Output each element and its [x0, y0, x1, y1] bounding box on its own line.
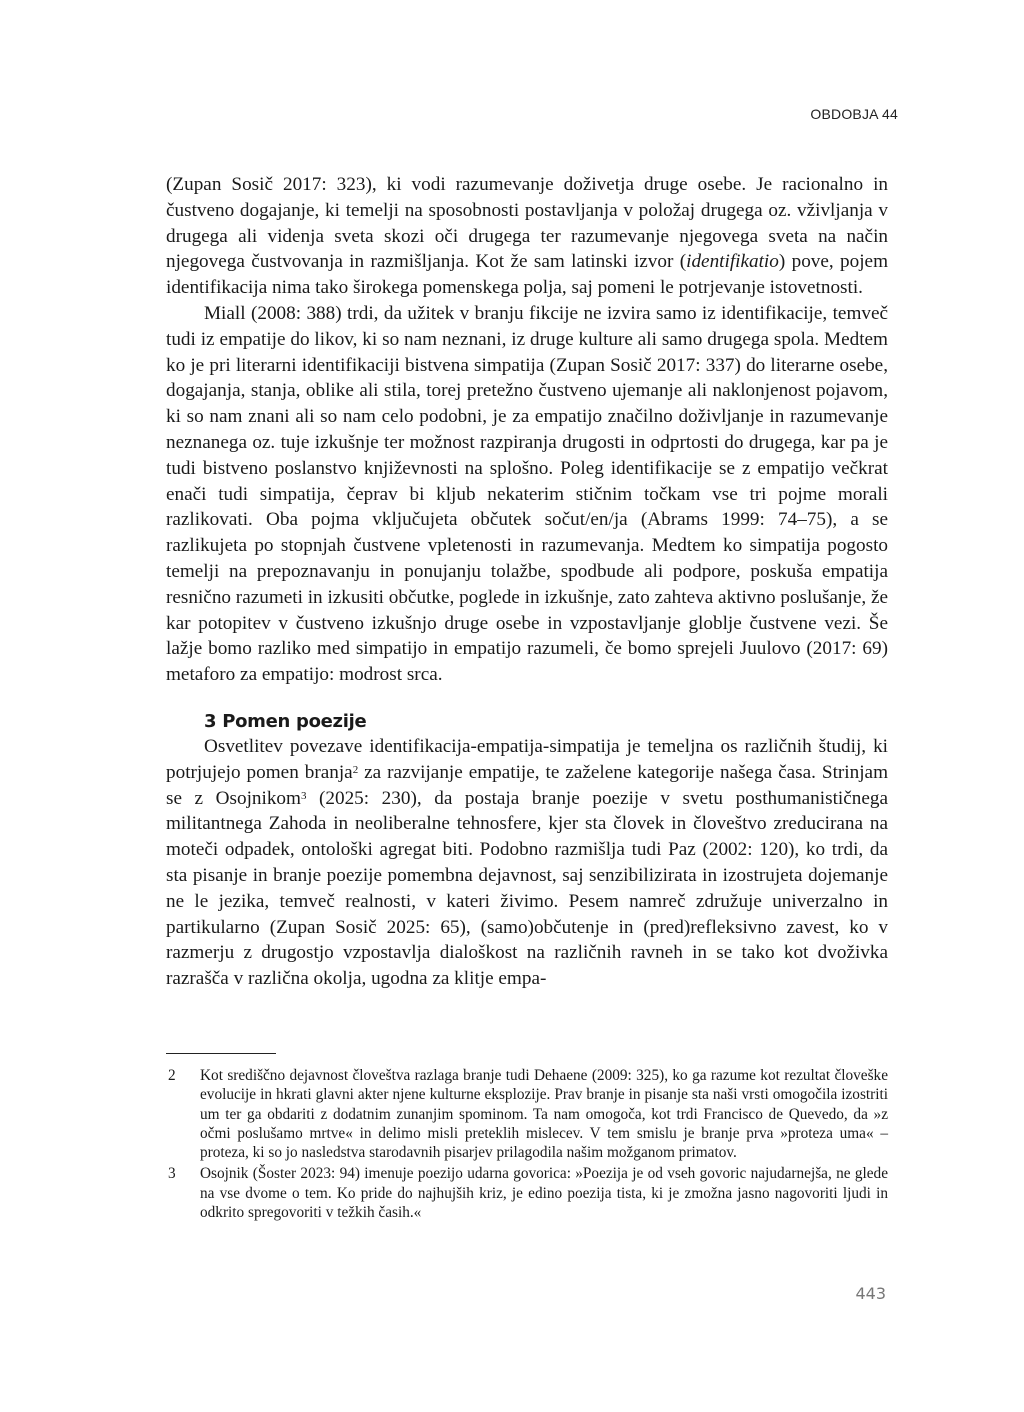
paragraph-miall: Miall (2008: 388) trdi, da užitek v branju fikcije ne izvira samo iz identifikacije, temveč tudi iz empatije do likov, ki so nam neznani, iz druge kulture ali samo drugega spola. Medtem ko je pri literarni identifikaciji bistvena simpatija (Zupan Sosič 2017: 337) do literarne osebe, dogajanja, stanja, oblike ali stila, torej pretežno čustveno ujemanje ali naklonjenost pojavom, ki so nam znani ali so nam celo podobni, je za empatijo značilno doživljanje in razumevanje neznanega oz. tuje izkušnje ter možnost razpiranja drugosti in odprtosti do drugega, kar pa je tudi bistveno poslanstvo književnosti na splošno. Poleg identifikacije se z empatijo večkrat enači tudi simpatija, čeprav bi kljub nekaterim stičnim točkam vse tri pojme morali razlikovati. Oba pojma vključujeta občutek sočut/en/ja (Abrams 1999: 74–75), a se razlikujeta po stopnjah čustvene vpletenosti in razumevanja. Medtem ko simpatija pogosto temelji na prepoznavanju in ponujanju tolažbe, spodbude ali podpore, poskuša empatija resnično razumeti in izkusiti občutke, poglede in izkušnje, zato zahteva aktivno poslušanje, že kar potopitev v čustveno izkušnjo druge osebe in vzpostavljanje globlje čustvene vezi. Še lažje bomo razliko med simpatijo in empatijo razumeli, če bomo sprejeli Juulovo (2017: 69) metaforo za empatijo: modrost srca. — [166, 302, 888, 686]
footnote-separator — [166, 1053, 276, 1054]
paragraph-text: (2025: 230), da postaja branje poezije v svetu posthumanističnega militantnega Zahoda in neoliberalne tehnosfere, kjer sta človek in človeštvo zreducirana na moteči odpadek, ontološki agregat biti. Podobno razmišlja tudi Paz (2002: 120), ko trdi, da sta pisanje in branje poezije pomembna dejavnost, saj senzibilizirata in izostrujeta dojemanje ne le jezika, temveč realnosti, v kateri živimo. Pesem namreč združuje univerzalno in partikularno (Zupan Sosič 2025: 65), (samo)občutenje in (pred)refleksivno zavest, ko v razmerju z drugostjo vzpostavlja dialoškost na različnih ravneh in se tako kot dvoživka razrašča v različna okolja, ugodna za klitje empa- — [166, 787, 888, 990]
footnote-ref-2[interactable]: 2 — [352, 763, 359, 776]
footnote-text: Osojnik (Šoster 2023: 94) imenuje poezijo udarna govorica: »Poezija je od vseh govoric najudarnejša, ne glede na vse dvome o tem. Ko pride do najhujših kriz, je edino poezija tista, ki je zmožna jasno nagovoriti ljudi in odkrito spregovoriti v težkih časih.« — [200, 1165, 888, 1222]
footnote-3 — [166, 1164, 888, 1222]
footnotes — [166, 1066, 888, 1224]
footnote-text: Kot središčno dejavnost človeštva razlaga branje tudi Dehaene (2009: 325), ko ga razume kot rezultat človeške evolucije in hkrati glavni akter njene kulturne eksplozije. Prav branje in pisanje sta naši vrsti omogočila izostriti um ter ga obdariti z dodatnim zunanjim spominom. Ta nam omogoča, kot trdi Francisco de Quevedo, da »z očmi poslušamo mrtve« in delimo misli preteklih mislecev. V tem smislu je branje prva »proteza uma« – proteza, ki so jo nasledstva starodavnih pisarjev prilagodila našim možganom primatov. — [200, 1067, 888, 1162]
footnote-2 — [166, 1066, 888, 1162]
latin-term: identifikatio — [686, 251, 779, 273]
paragraph-continuation — [166, 172, 888, 301]
paragraph-pomen-poezije — [166, 734, 888, 992]
page-number: 443 — [855, 1284, 886, 1303]
footnote-number: 2 — [168, 1067, 176, 1084]
paragraph-text: Osvetlitev povezave identifikacija-empatija-simpatija je temeljna os različnih študij, ki potrjujejo pomen branja — [166, 735, 888, 783]
footnote-ref-3[interactable]: 3 — [300, 789, 307, 802]
paragraph-text: za razvijanje empatije, te zaželene kategorije našega časa. Strinjam se z Osojnikom — [166, 761, 888, 809]
running-head: OBDOBJA 44 — [810, 106, 898, 122]
section-heading: 3 Pomen poezije — [204, 710, 367, 732]
footnote-number: 3 — [168, 1165, 176, 1183]
paragraph-text: ) pove, pojem identifikacija nima tako širokega pomenskega polja, saj pomeni le potrjevanje istovetnosti. — [166, 251, 888, 299]
main-text — [166, 172, 888, 992]
paragraph-text: (Zupan Sosič 2017: 323), ki vodi razumevanje doživetja druge osebe. Je racionalno in čustveno dogajanje, ki temelji na sposobnosti postavljanja v položaj drugega oz. vživljanja v drugega ali videnja sveta skozi oči drugega ter razumevanje njegovega sveta na način njegovega čustvovanja in razmišljanja. Kot že sam latinski izvor ( — [166, 174, 888, 273]
